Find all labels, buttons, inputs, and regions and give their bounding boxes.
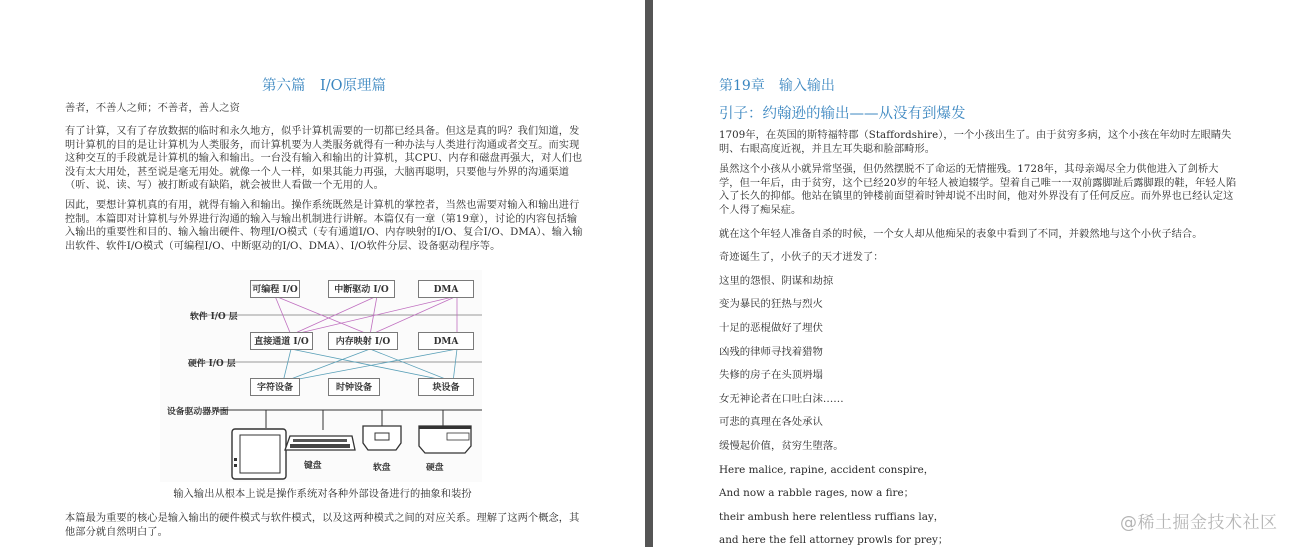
chapter-title: 第19章 输入输出	[719, 78, 835, 94]
figure-caption: 输入输出从根本上说是操作系统对各种外部设备进行的抽象和装扮	[173, 489, 472, 500]
story-paragraph-4: 奇迹诞生了，小伙子的天才迸发了：	[719, 252, 884, 263]
floppy-disk-icon	[363, 426, 401, 450]
poem-line: 十足的恶棍做好了埋伏	[719, 322, 823, 334]
watermark: @稀土掘金技术社区	[1120, 513, 1278, 533]
keyboard-label: 键盘	[304, 461, 322, 471]
left-page	[0, 0, 645, 547]
keyboard-icon	[285, 436, 355, 450]
box-clock-device: 时钟设备	[328, 378, 380, 396]
poem-line-en: And now a rabble rages, now a fire；	[719, 487, 915, 499]
section-title: 引子：约翰逊的输出——从没有到爆发	[719, 106, 966, 122]
story-paragraph-3: 就在这个年轻人准备自杀的时候，一个女人却从他痴呆的表象中看到了不同，并毅然地与这个小伙子结合。	[719, 229, 1203, 240]
poem-line: 可悲的真理在各处承认	[719, 416, 823, 428]
poem-line: 缓慢起价值，贫穷生堕落。	[719, 440, 844, 452]
poem-line: 变为暴民的狂热与烈火	[719, 298, 823, 310]
box-direct-channel-io: 直接通道 I/O	[250, 332, 313, 350]
software-io-layer-label: 软件 I/O 层	[190, 312, 238, 322]
part-title: 第六篇 I/O原理篇	[262, 78, 386, 94]
poem-line: 凶残的律师寻找着猎物	[719, 346, 823, 358]
poem-line-en: Here malice, rapine, accident conspire，	[719, 464, 935, 476]
closing-paragraph: 本篇最为重要的核心是输入输出的硬件模式与软件模式，以及这两种模式之间的对应关系。理解了这两个概念，其他部分就自然明白了。	[65, 513, 580, 538]
poem-line: 失修的房子在头顶坍塌	[719, 369, 823, 381]
story-paragraph-1: 1709年，在英国的斯特福特郡（Staffordshire），一个小孩出生了。由于贫穷多病，这个小孩在年幼时左眼睛失明、右眼高度近视，并且左耳失聪和脸部畸形。	[719, 130, 1232, 155]
box-software-dma: DMA	[418, 280, 474, 298]
intro-paragraph-1: 有了计算，又有了存放数据的临时和永久地方，似乎计算机需要的一切都已经具备。但这是真的吗？我们知道，发明计算机的目的是让计算机为人类服务，而计算机要为人类服务就得有一种办法与人类进行沟通或者交互。而实现这种交互的手段就是计算机的输入和输出。一台没有输入和输出的计算机，其CPU、内存和磁盘再强大，对人们也没有太大用处，甚至说是毫无用处。就像一个人一样，如果其能力再强，大脑再聪明，只要他与外界的沟通渠道（听、说、读、写）被打断或有缺陷，就会被世人看做一个无用的人。	[65, 126, 583, 191]
diagram-lines	[160, 270, 482, 482]
poem-line: 这里的怨恨、阴谋和劫掠	[719, 275, 834, 287]
box-block-device: 块设备	[418, 378, 474, 396]
hard-disk-icon	[419, 426, 471, 453]
poem-line: 女无神论者在口吐白沫……	[719, 393, 844, 405]
driver-interface-label: 设备驱动器界面	[167, 407, 229, 417]
poem-line-en: and here the fell attorney prowls for prey；	[719, 534, 949, 546]
right-page	[653, 0, 1299, 547]
poem-line-en: their ambush here relentless ruffians lay，	[719, 511, 945, 523]
box-programmed-io: 可编程 I/O	[250, 280, 300, 298]
hardware-io-layer-label: 硬件 I/O 层	[188, 359, 236, 369]
box-character-device: 字符设备	[250, 378, 300, 396]
story-paragraph-2: 虽然这个小孩从小就异常坚强，但仍然摆脱不了命运的无情摧残。1728年，其母亲竭尽全力供他进入了剑桥大学，但一年后，由于贫穷，这个已经20岁的年轻人被迫辍学。望着自己唯一一双前露脚趾后露脚跟的鞋，年轻人陷入了长久的抑郁。他站在镇里的钟楼前面望着时钟却说不出时间，他对外界没有了任何反应。而外界也已经认定这个人得了痴呆症。	[719, 164, 1237, 216]
box-interrupt-driven-io: 中断驱动 I/O	[328, 280, 395, 298]
intro-paragraph-2: 因此，要想计算机真的有用，就得有输入和输出。操作系统既然是计算机的掌控者，当然也需要对输入和输出进行控制。本篇即对计算机与外界进行沟通的输入与输出机制进行讲解。本篇仅有一章（第19章），讨论的内容包括输入输出的重要性和目的、输入输出硬件、物理I/O模式（专有通道I/O、内存映射的I/O、复合I/O、DMA）、输入输出软件、软件I/O模式（可编程I/O、中断驱动的I/O、DMA）、I/O软件分层、设备驱动程序等。	[65, 200, 583, 252]
epigraph: 善者，不善人之师；不善者，善人之资	[65, 103, 240, 114]
box-hardware-dma: DMA	[418, 332, 474, 350]
page-divider	[645, 0, 653, 547]
box-memory-mapped-io: 内存映射 I/O	[328, 332, 398, 350]
hard-disk-label: 硬盘	[426, 463, 444, 473]
floppy-label: 软盘	[373, 463, 391, 473]
monitor-icon	[232, 429, 286, 479]
io-architecture-diagram	[160, 270, 482, 482]
